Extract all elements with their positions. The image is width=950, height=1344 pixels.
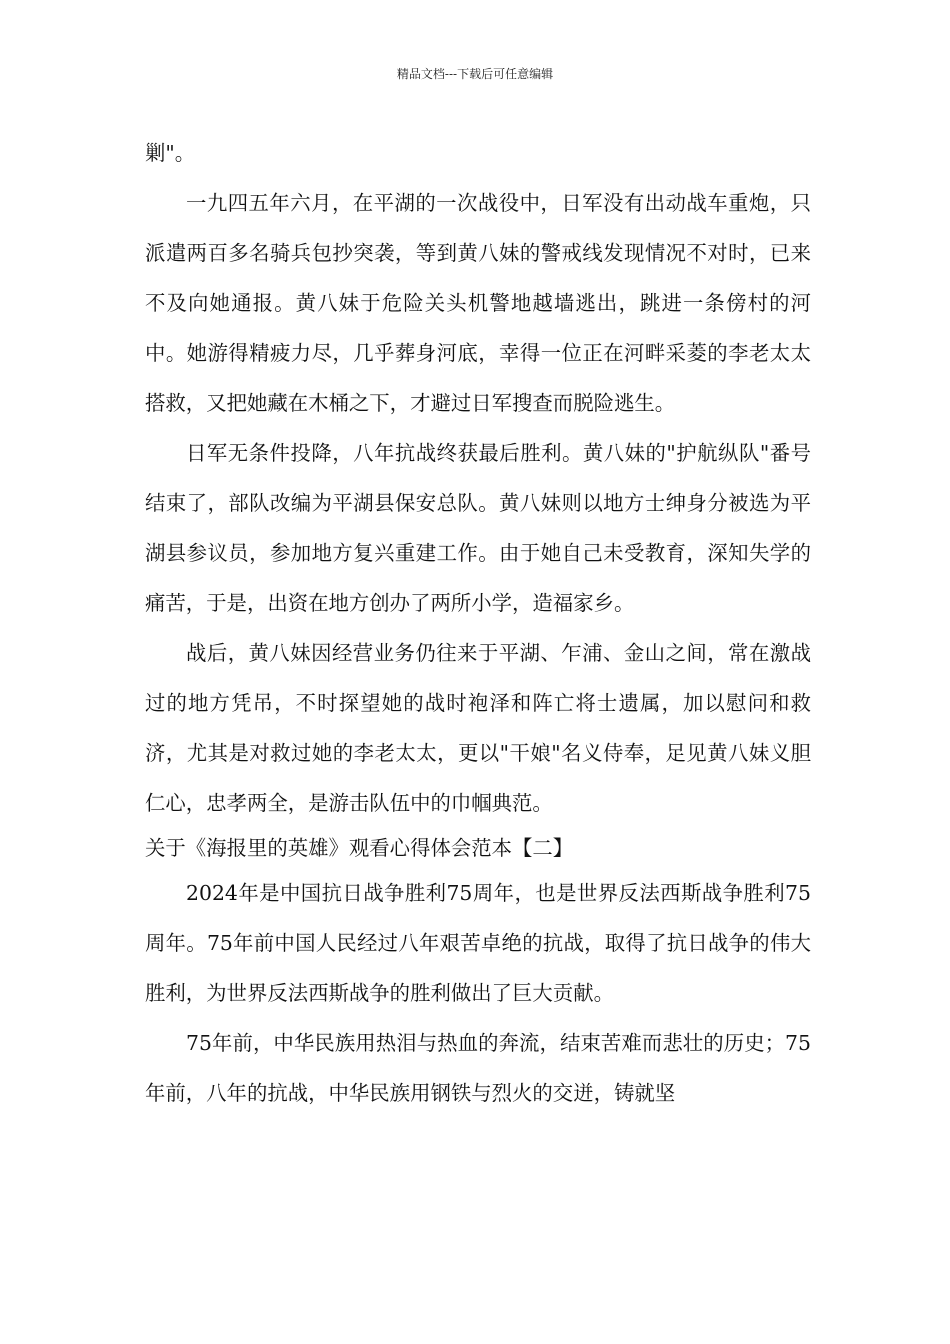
paragraph: 战后，黄八妹因经营业务仍往来于平湖、乍浦、金山之间，常在激战过的地方凭吊，不时探望她的战时袍泽和阵亡将士遗属，加以慰问和救济，尤其是对救过她的李老太太，更以"干娘"名义侍奉，足见黄八妹义胆仁心，忠孝两全，是游击队伍中的巾帼典范。 [145,641,811,815]
paragraph: 75年前，中华民族用热泪与热血的奔流，结束苦难而悲壮的历史；75年前，八年的抗战，中华民族用钢铁与烈火的交迸，铸就坚 [145,1031,811,1105]
section-heading: 关于《海报里的英雄》观看心得体会范本【二】 [145,836,574,860]
paragraph: 日军无条件投降，八年抗战终获最后胜利。黄八妹的"护航纵队"番号结束了，部队改编为平湖县保安总队。黄八妹则以地方士绅身分被选为平湖县参议员，参加地方复兴重建工作。由于她自己未受教育，深知失学的痛苦，于是，出资在地方创办了两所小学，造福家乡。 [145,441,811,615]
page-header: 精品文档---下载后可任意编辑 [396,67,554,81]
paragraph: 一九四五年六月，在平湖的一次战役中，日军没有出动战车重炮，只派遣两百多名骑兵包抄突袭，等到黄八妹的警戒线发现情况不对时，已来不及向她通报。黄八妹于危险关头机警地越墙逃出，跳进一条傍村的河中。她游得精疲力尽，几乎葬身河底，幸得一位正在河畔采菱的李老太太搭救，又把她藏在木桶之下，才避过日军搜查而脱险逃生。 [145,191,811,415]
document-body [145,128,811,1118]
paragraph-continuation: 剿"。 [145,141,196,165]
paragraph: 2024年是中国抗日战争胜利75周年，也是世界反法西斯战争胜利75周年。75年前中国人民经过八年艰苦卓绝的抗战，取得了抗日战争的伟大胜利，为世界反法西斯战争的胜利做出了巨大贡献。 [145,881,811,1005]
